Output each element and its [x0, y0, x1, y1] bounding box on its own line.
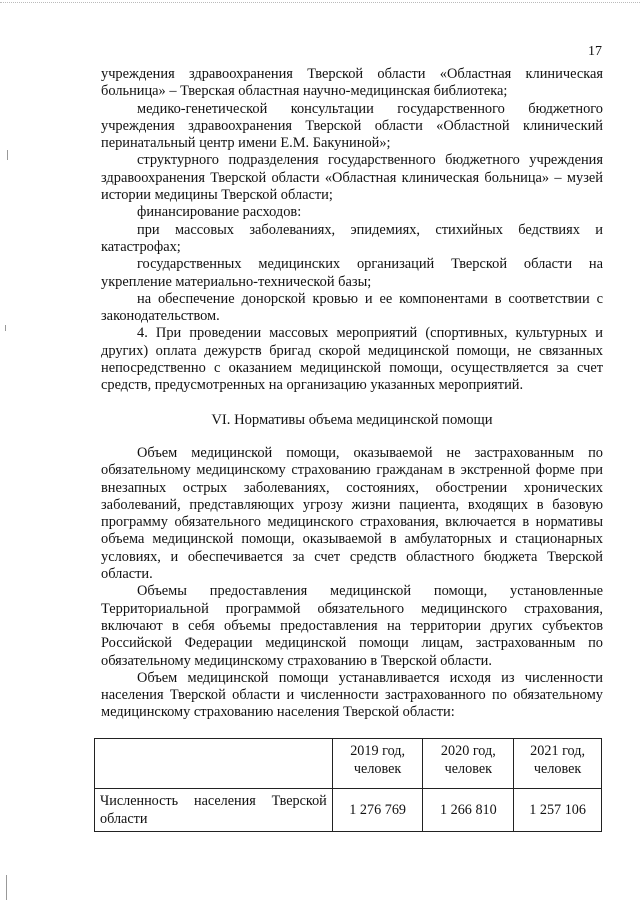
table-row-label: Численность населения Тверской области	[95, 789, 333, 832]
document-body	[101, 66, 603, 722]
paragraph: Объем медицинской помощи, оказываемой не застрахованным по обязательному медицинскому страхованию гражданам в экстренной форме при внезапных острых заболеваниях, состояниях, обострении хронических заболеваний, представляющих угрозу жизни пациента, входящих в базовую программу обязательного медицинского страхования, включается в нормативы объема медицинской помощи, оказываемой в амбулаторных и стационарных условиях, и обеспечивается за счет средств областного бюджета Тверской области.	[101, 444, 603, 583]
table-row	[95, 789, 602, 832]
page-number: 17	[588, 44, 602, 59]
scan-margin-mark	[6, 875, 7, 900]
table-header-cell: 2021 год, человек	[514, 739, 602, 789]
paragraph: медико-генетической консультации государственного бюджетного учреждения здравоохранения Тверской области «Областной клинический перинатальный центр имени Е.М. Бакуниной»;	[101, 100, 603, 152]
table-header-row	[95, 739, 602, 789]
table-header-cell: 2020 год, человек	[423, 739, 514, 789]
scan-margin-mark	[5, 325, 6, 331]
paragraph: государственных медицинских организаций Тверской области на укрепление материально-технической базы;	[101, 256, 603, 290]
table-cell: 1 276 769	[332, 789, 423, 832]
paragraph: Объемы предоставления медицинской помощи, установленные Территориальной программой обязательного медицинского страхования, включают в себя объемы предоставления на территории других субъектов Российской Федерации медицинской помощи лицам, застрахованным по обязательному медицинскому страхованию в Тверской области.	[101, 583, 603, 669]
table-header-cell: 2019 год, человек	[332, 739, 423, 789]
paragraph: учреждения здравоохранения Тверской области «Областная клиническая больница» – Тверская областная научно-медицинская библиотека;	[101, 66, 603, 100]
paragraph: структурного подразделения государственного бюджетного учреждения здравоохранения Тверской области «Областная клиническая больница» – музей истории медицины Тверской области;	[101, 152, 603, 204]
paragraph: на обеспечение донорской кровью и ее компонентами в соответствии с законодательством.	[101, 290, 603, 325]
table-header-cell	[95, 739, 333, 789]
table-cell: 1 266 810	[423, 789, 514, 832]
paragraph: 4. При проведении массовых мероприятий (спортивных, культурных и других) оплата дежурств бригад скорой медицинской помощи, не связанных непосредственно с оказанием медицинской помощи, осуществляется за счет средств, предусмотренных на организацию указанных мероприятий.	[101, 325, 603, 394]
population-table	[94, 738, 602, 832]
paragraph: Объем медицинской помощи устанавливается исходя из численности населения Тверской области и численности застрахованного по обязательному медицинскому страхованию населения Тверской области:	[101, 669, 603, 721]
table-cell: 1 257 106	[514, 789, 602, 832]
scan-margin-mark	[7, 150, 8, 160]
paragraph: при массовых заболеваниях, эпидемиях, стихийных бедствиях и катастрофах;	[101, 221, 603, 255]
section-heading: VI. Нормативы объема медицинской помощи	[211, 411, 493, 428]
paragraph: финансирование расходов:	[137, 204, 302, 221]
scan-edge-artifact	[0, 2, 640, 3]
